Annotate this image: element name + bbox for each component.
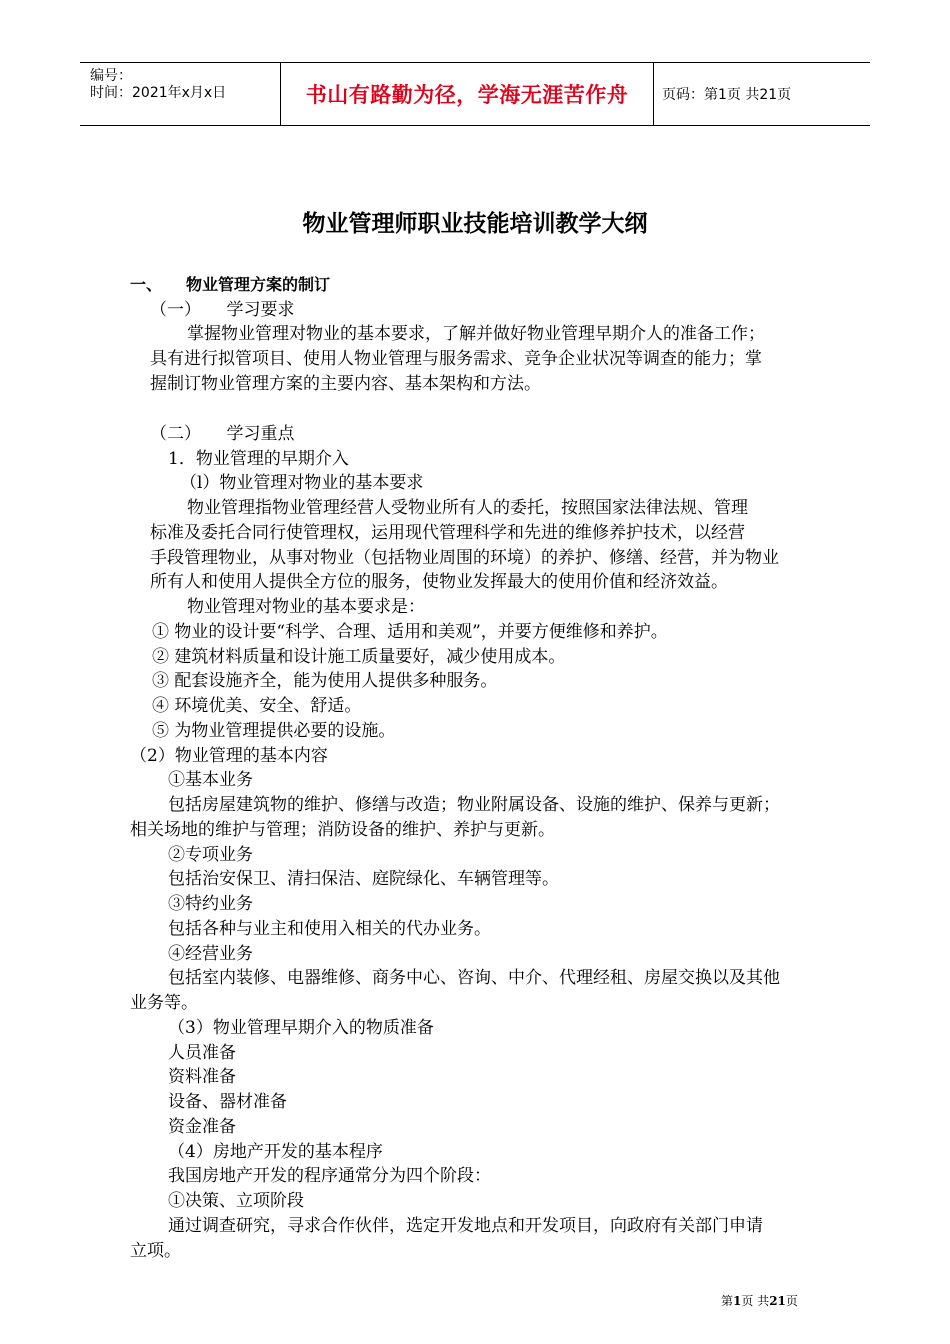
paragraph-line: 包括室内装修、电器维修、商务中心、咨询、中介、代理经租、房屋交换以及其他	[168, 968, 780, 988]
paragraph-line: 所有人和使用人提供全方位的服务，使物业发挥最大的使用价值和经济效益。	[150, 572, 728, 592]
list-item: ①决策、立项阶段	[168, 1191, 304, 1211]
paragraph-line: 标准及委托合同行使管理权，运用现代管理科学和先进的维修养护技术，以经营	[150, 523, 745, 543]
section-heading: 一、 物业管理方案的制订	[130, 275, 331, 294]
list-item: ⑤ 为物业管理提供必要的设施。	[152, 721, 396, 741]
serial-label: 编号：	[90, 68, 132, 84]
item-heading: （2）物业管理的基本内容	[130, 746, 328, 766]
item-heading: （l）物业管理对物业的基本要求	[180, 473, 424, 493]
list-item: 资金准备	[168, 1117, 236, 1137]
list-item: ③ 配套设施齐全，能为使用人提供多种服务。	[152, 671, 498, 691]
paragraph-line: 立项。	[130, 1241, 181, 1261]
subsection-heading: （一） 学习要求	[150, 300, 295, 320]
time-label: 时间：2021年x月x日	[90, 85, 227, 101]
list-item: ④经营业务	[168, 944, 253, 964]
paragraph-line: 我国房地产开发的程序通常分为四个阶段：	[168, 1166, 491, 1186]
paragraph-line: 握制订物业管理方案的主要内容、基本架构和方法。	[150, 374, 541, 394]
list-item: 人员准备	[168, 1043, 236, 1063]
paragraph-line: 包括各种与业主和使用入相关的代办业务。	[168, 919, 491, 939]
paragraph-line: 相关场地的维护与管理；消防设备的维护、养护与更新。	[130, 820, 555, 840]
list-item: ①基本业务	[168, 770, 253, 790]
header-motto: 书山有路勤为径，学海无涯苦作舟	[280, 63, 654, 125]
list-item: ②专项业务	[168, 845, 253, 865]
list-item: 设备、器材准备	[168, 1092, 287, 1112]
item-heading: （4）房地产开发的基本程序	[168, 1142, 383, 1162]
item-heading: （3）物业管理早期介入的物质准备	[168, 1018, 434, 1038]
list-item: ③特约业务	[168, 894, 253, 914]
paragraph-line: 具有进行拟管项目、使用人物业管理与服务需求、竞争企业状况等调查的能力；掌	[150, 349, 762, 369]
paragraph-line: 掌握物业管理对物业的基本要求，了解并做好物业管理早期介人的准备工作；	[187, 324, 765, 344]
paragraph-line: 物业管理指物业管理经营人受物业所有人的委托，按照国家法律法规、管理	[187, 498, 748, 518]
footer-page-number: 1	[733, 1294, 742, 1308]
list-item: 资料准备	[168, 1067, 236, 1087]
paragraph-line: 手段管理物业，从事对物业（包括物业周围的环境）的养护、修缮、经营，并为物业	[150, 548, 779, 568]
header-page-info: 页码：第1页 共21页	[662, 87, 792, 103]
page-footer	[721, 1292, 798, 1309]
footer-suffix: 页	[785, 1294, 798, 1308]
header-info-cell	[80, 63, 280, 125]
footer-total-pages: 21	[769, 1294, 786, 1308]
paragraph-line: 包括治安保卫、清扫保洁、庭院绿化、车辆管理等。	[168, 869, 559, 889]
footer-prefix: 第	[721, 1294, 734, 1308]
subsection-heading: （二） 学习重点	[150, 424, 295, 444]
document-title: 物业管理师职业技能培训教学大纲	[302, 211, 648, 237]
header-table	[80, 62, 870, 126]
paragraph-line: 物业管理对物业的基本要求是：	[187, 597, 425, 617]
list-item: ④ 环境优美、安全、舒适。	[152, 696, 362, 716]
paragraph-line: 业务等。	[130, 993, 198, 1013]
paragraph-line: 包括房屋建筑物的维护、修缮与改造；物业附属设备、设施的维护、保养与更新；	[168, 795, 780, 815]
paragraph-line: 通过调查研究，寻求合作伙伴，选定开发地点和开发项目，向政府有关部门申请	[168, 1216, 763, 1236]
list-item: ② 建筑材料质量和设计施工质量要好，减少使用成本。	[152, 647, 566, 667]
list-item: ① 物业的设计要“科学、合理、适用和美观”，并要方便维修和养护。	[152, 622, 668, 642]
footer-mid: 页 共	[741, 1294, 770, 1308]
item-heading: 1．物业管理的早期介入	[168, 449, 349, 469]
